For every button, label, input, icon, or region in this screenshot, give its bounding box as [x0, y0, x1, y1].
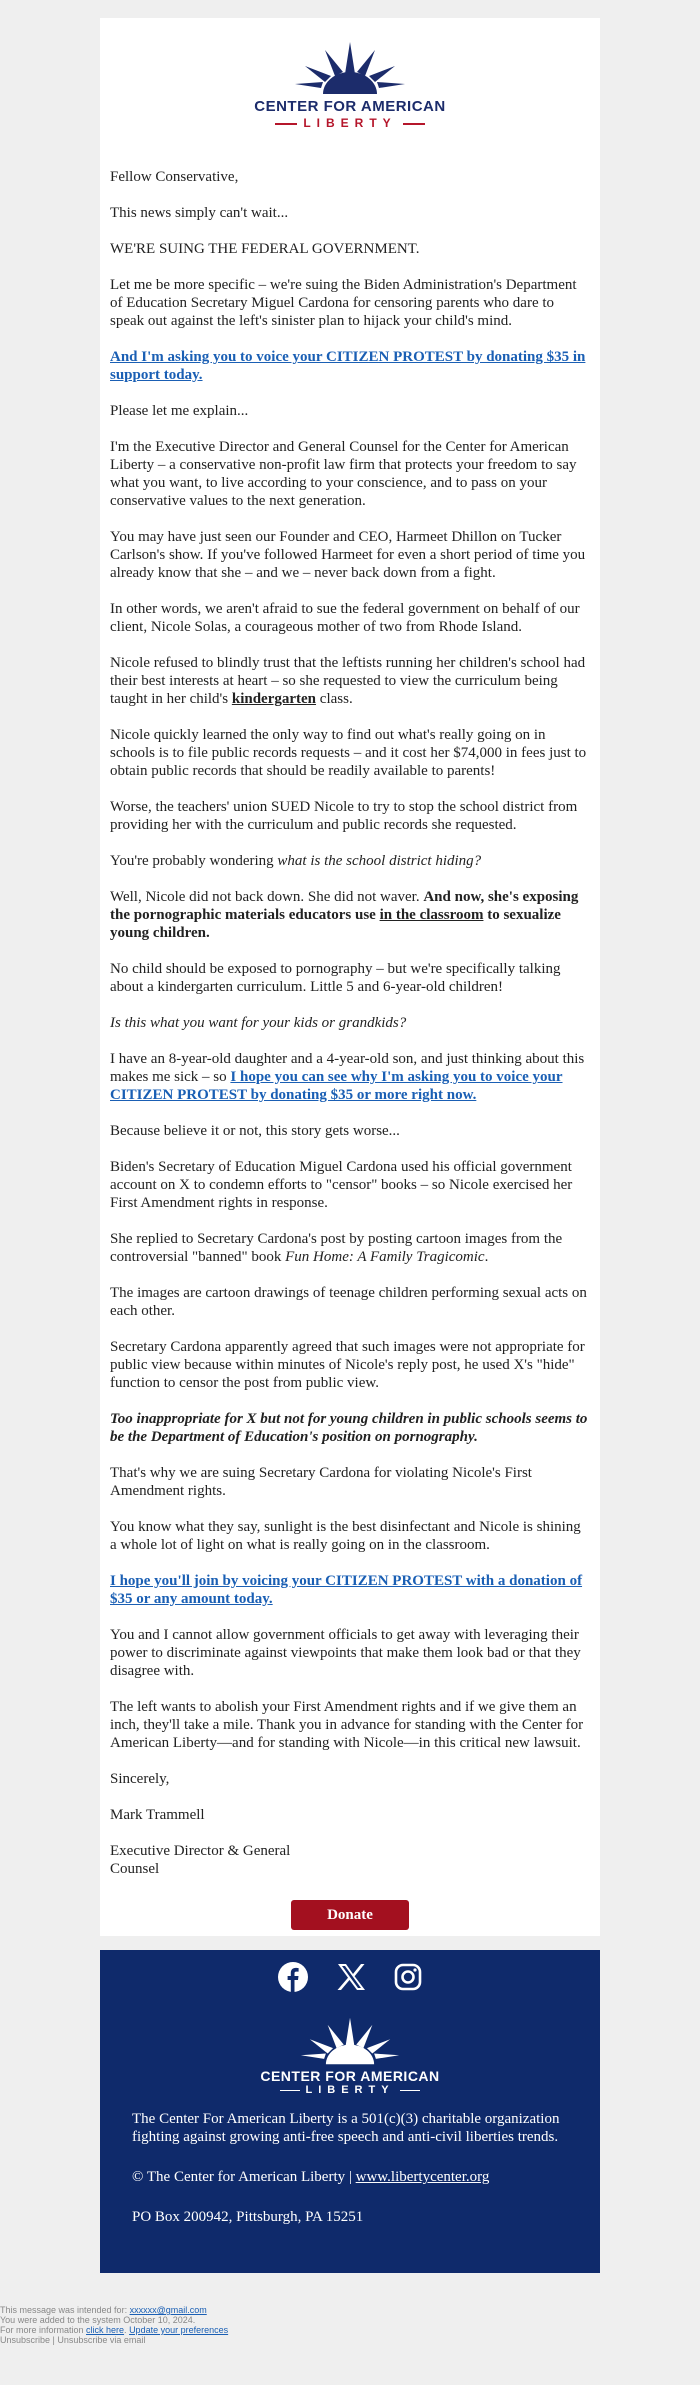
org-description: The Center For American Liberty is a 501(c)(3) charitable organization fighting against growing anti-free speech and anti-civil liberties trends.: [132, 2111, 560, 2145]
paragraph: Biden's Secretary of Education Miguel Cardona used his official government account on X to condemn efforts to "censor" books – so Nicole exercised her First Amendment rights in response.: [110, 1159, 573, 1211]
paragraph: That's why we are suing Secretary Cardona for violating Nicole's First Amendment rights.: [110, 1465, 532, 1499]
paragraph: You know what they say, sunlight is the best disinfectant and Nicole is shining a whole lot of light on what is really going on in the classroom.: [110, 1519, 581, 1553]
email-card: [100, 18, 600, 1936]
paragraph: The left wants to abolish your First Amendment rights and if we give them an inch, they'll take a mile. Thank you in advance for standing with the Center for American Liberty—and for standing with Nicole—in this critical new lawsuit.: [110, 1699, 584, 1751]
recipient-email-link[interactable]: xxxxxx@gmail.com: [129, 2305, 207, 2315]
paragraph: Worse, the teachers' union SUED Nicole to try to stop the school district from providing her with the curriculum and public records she requested.: [110, 799, 578, 833]
signer-title: Executive Director & General Counsel: [110, 1843, 291, 1877]
more-info-line: For more information click here. Update your preferences: [0, 2325, 229, 2335]
email-meta: [0, 2305, 228, 2345]
update-preferences-link[interactable]: Update your preferences: [129, 2325, 229, 2335]
sunburst-logo-icon: [300, 2016, 400, 2066]
social-links: [100, 1950, 600, 2006]
donate-button[interactable]: Donate: [291, 1900, 409, 1930]
paragraph: Because believe it or not, this story gets worse...: [110, 1123, 400, 1139]
header-logo: [100, 18, 600, 168]
signer-name: Mark Trammell: [110, 1807, 205, 1823]
intended-line: This message was intended for: xxxxxx@gmail.com: [0, 2305, 207, 2315]
donate-link-2[interactable]: I hope you can see why I'm asking you to voice your CITIZEN PROTEST by donating $35 or more right now.: [110, 1069, 563, 1103]
footer-text: [100, 2096, 600, 2226]
logo-name: CENTER FOR AMERICAN: [254, 98, 446, 115]
paragraph: In other words, we aren't afraid to sue the federal government on behalf of our client, Nicole Solas, a courageous mother of two from Rhode Island.: [110, 601, 580, 635]
paragraph: Nicole refused to blindly trust that the leftists running her children's school had their best interests at heart – so she requested to view the curriculum being taught in her child's kindergarten class.: [110, 655, 586, 707]
address: PO Box 200942, Pittsburgh, PA 15251: [132, 2209, 364, 2225]
donate-link-1[interactable]: And I'm asking you to voice your CITIZEN PROTEST by donating $35 in support today.: [110, 349, 586, 383]
paragraph: Is this what you want for your kids or grandkids?: [110, 1015, 407, 1031]
paragraph: Well, Nicole did not back down. She did not waver. And now, she's exposing the pornographic materials educators use in the classroom to sexualize young children.: [110, 889, 579, 941]
copyright: © The Center for American Liberty | www.libertycenter.org: [132, 2169, 490, 2185]
footer-logo-name: CENTER FOR AMERICAN: [260, 2068, 440, 2084]
signoff: Sincerely,: [110, 1771, 170, 1787]
footer-logo: [100, 2016, 600, 2096]
paragraph: Let me be more specific – we're suing the Biden Administration's Department of Education Secretary Miguel Cardona for censoring parents who dare to speak out against the left's sinister plan to hijack your child's mind.: [110, 277, 577, 329]
paragraph: Secretary Cardona apparently agreed that such images were not appropriate for public view because within minutes of Nicole's reply post, he used X's "hide" function to censor the post from public view.: [110, 1339, 585, 1391]
x-icon[interactable]: [336, 1963, 366, 1996]
paragraph: Too inappropriate for X but not for young children in public schools seems to be the Department of Education's position on pornography.: [110, 1411, 588, 1445]
instagram-icon[interactable]: [394, 1963, 422, 1996]
paragraph: She replied to Secretary Cardona's post by posting cartoon images from the controversial "banned" book Fun Home: A Family Tragicomic.: [110, 1231, 563, 1265]
greeting: Fellow Conservative,: [110, 169, 239, 185]
footer: [100, 1950, 600, 2273]
sunburst-logo-icon: [295, 40, 405, 96]
paragraph: The images are cartoon drawings of teenage children performing sexual acts on each other.: [110, 1285, 587, 1319]
added-line: You were added to the system October 10, 2024.: [0, 2315, 196, 2325]
paragraph: This news simply can't wait...: [110, 205, 289, 221]
donate-area: [0, 1900, 700, 1930]
letter-body: [100, 168, 600, 1878]
click-here-link[interactable]: click here: [86, 2325, 125, 2335]
footer-logo-sub: LIBERTY: [100, 2084, 600, 2096]
logo-sub: LIBERTY: [100, 116, 600, 130]
website-link[interactable]: www.libertycenter.org: [355, 2169, 490, 2185]
paragraph: I have an 8-year-old daughter and a 4-year-old son, and just thinking about this makes me sick – so I hope you can see why I'm asking you to voice your CITIZEN PROTEST by donating $35 or more right now.: [110, 1051, 585, 1103]
donate-link-3[interactable]: I hope you'll join by voicing your CITIZEN PROTEST with a donation of $35 or any amount today.: [110, 1573, 583, 1607]
paragraph: Please let me explain...: [110, 403, 249, 419]
facebook-icon[interactable]: [278, 1962, 308, 1997]
paragraph: You may have just seen our Founder and CEO, Harmeet Dhillon on Tucker Carlson's show. If you've followed Harmeet for even a short period of time you already know that she – and we – never back down from a fight.: [110, 529, 586, 581]
paragraph: No child should be exposed to pornography – but we're specifically talking about a kindergarten curriculum. Little 5 and 6-year-old children!: [110, 961, 561, 995]
paragraph: You're probably wondering what is the school district hiding?: [110, 853, 482, 869]
paragraph: You and I cannot allow government officials to get away with leveraging their power to discriminate against viewpoints that make them look bad or that they disagree with.: [110, 1627, 581, 1679]
headline: WE'RE SUING THE FEDERAL GOVERNMENT.: [110, 241, 420, 257]
paragraph: I'm the Executive Director and General Counsel for the Center for American Liberty – a conservative non-profit law firm that protects your freedom to say what you want, to live according to your conscience, and to pass on your conservative values to the next generation.: [110, 439, 577, 509]
paragraph: Nicole quickly learned the only way to find out what's really going on in schools is to file public records requests – and it cost her $74,000 in fees just to obtain public records that should be readily available to parents!: [110, 727, 587, 779]
unsubscribe-line[interactable]: Unsubscribe | Unsubscribe via email: [0, 2335, 146, 2345]
